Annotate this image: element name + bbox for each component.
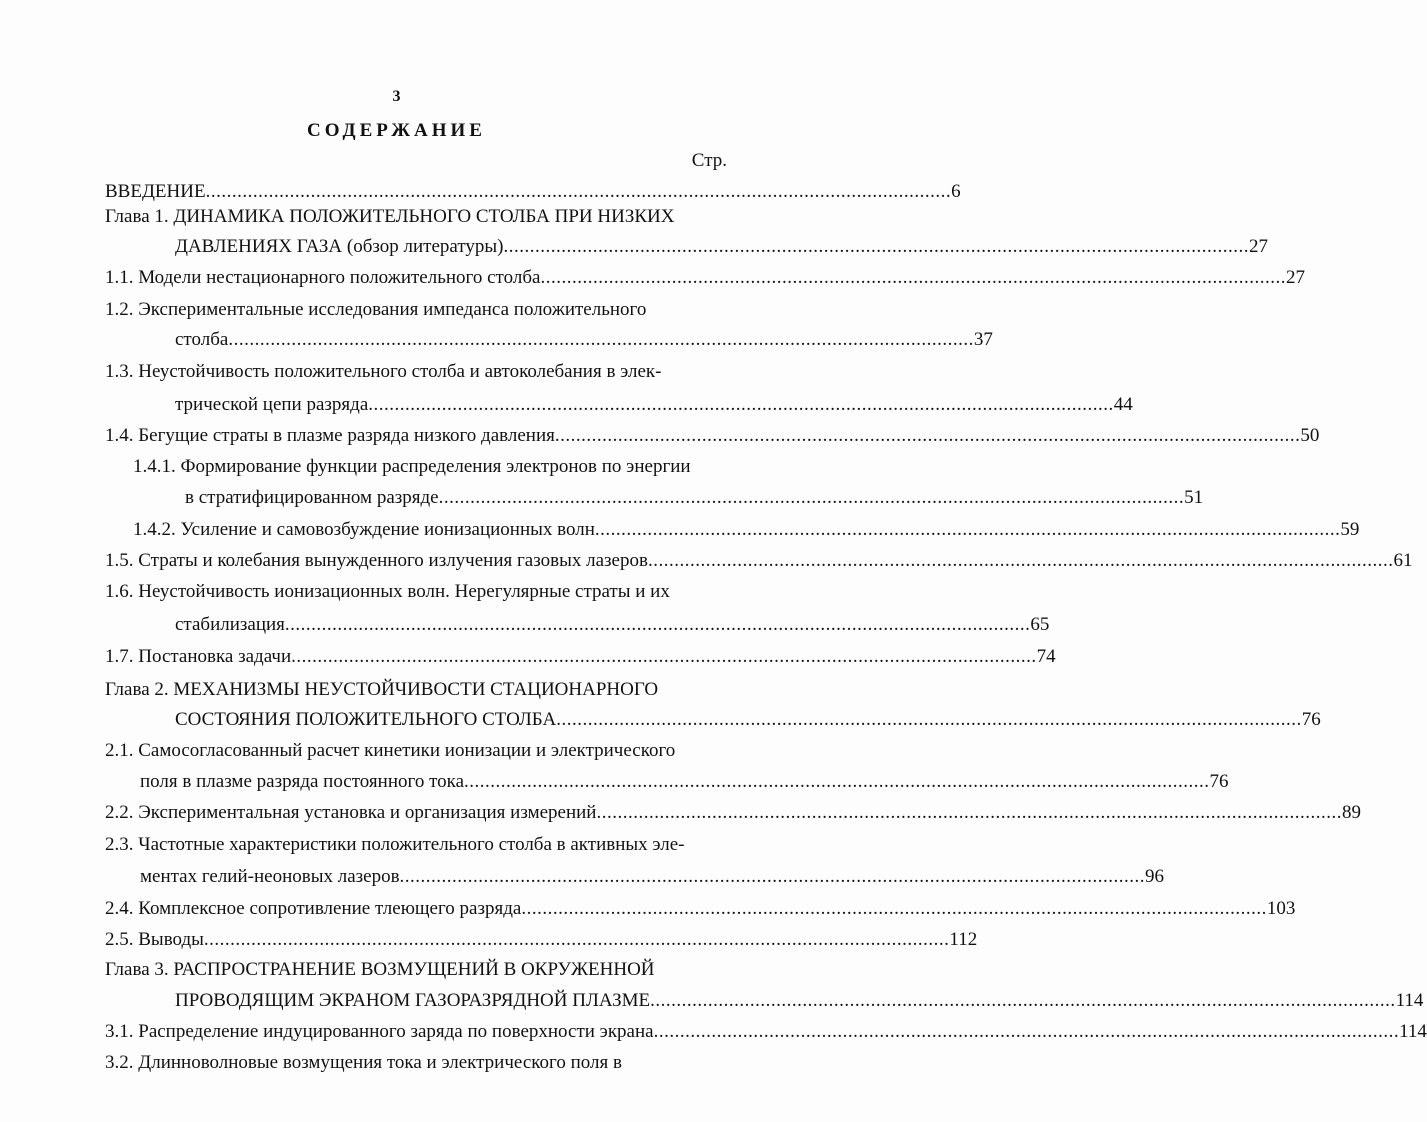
dot-leader: .............................................................................................................................................. [650,990,1396,1011]
toc-entry-title: ментах гелий-неоновых лазеров [140,866,400,887]
toc-entry-title: в стратифицированном разряде [185,487,439,508]
toc-page-number: 103 [1266,898,1296,919]
toc-page-number: 37 [973,329,993,350]
dot-leader: .............................................................................................................................................. [503,236,1249,257]
toc-entry-title: 1.5. Страты и колебания вынужденного излучения газовых лазеров [105,550,648,571]
toc-entry-title: 2.2. Экспериментальная установка и организация измерений [105,802,597,823]
toc-entry-title[interactable]: 1.3. Неустойчивость положительного столба и автоколебания в элек- [105,361,662,382]
dot-leader: .............................................................................................................................................. [556,709,1302,730]
toc-entry[interactable] [105,802,1361,824]
dot-leader: .............................................................................................................................................. [596,802,1342,823]
toc-entry[interactable] [133,519,1360,541]
toc-page-number: 89 [1341,802,1361,823]
toc-entry[interactable] [105,267,1305,289]
toc-entry-title: 1.1. Модели нестационарного положительного столба [105,267,541,288]
toc-page-number: 96 [1145,866,1165,887]
toc-entry-title: столба [175,329,229,350]
dot-leader: .............................................................................................................................................. [554,425,1301,446]
toc-page-number: 59 [1340,519,1360,540]
toc-page-number: 114 [1395,990,1424,1011]
dot-leader: .............................................................................................................................................. [647,550,1394,571]
toc-entry[interactable] [105,898,1296,920]
toc-entry-title: 1.4.2. Усиление и самовозбуждение ионизационных волн [133,519,595,540]
dot-leader: .............................................................................................................................................. [368,394,1114,415]
dot-leader: .............................................................................................................................................. [521,898,1267,919]
dot-leader: .............................................................................................................................................. [291,646,1037,667]
dot-leader: .............................................................................................................................................. [594,519,1341,540]
toc-page-number: 76 [1209,771,1229,792]
dot-leader: .............................................................................................................................................. [228,329,974,350]
toc-entry-title[interactable]: 2.3. Частотные характеристики положительного столба в активных эле- [105,834,685,855]
toc-entry-title: стабилизация [175,614,285,635]
toc-entry-title: трической цепи разряда [175,394,369,415]
toc-page-number: 112 [949,929,978,950]
toc-entry-title: 1.4. Бегущие страты в плазме разряда низкого давления [105,425,555,446]
toc-entry-title[interactable]: 1.2. Экспериментальные исследования импеданса положительного [105,299,647,320]
toc-entry[interactable] [140,866,1165,888]
toc-entry[interactable] [140,771,1229,793]
toc-page-number: 61 [1393,550,1413,571]
page-title: СОДЕРЖАНИЕ [307,120,486,141]
toc-page-number: 51 [1184,487,1204,508]
toc-entry-title: 2.4. Комплексное сопротивление тлеющего разряда [105,898,522,919]
toc-page-number: 44 [1113,394,1133,415]
toc-page-number: 76 [1301,709,1321,730]
dot-leader: .............................................................................................................................................. [205,181,952,202]
toc-entry[interactable] [105,550,1413,572]
dot-leader: .............................................................................................................................................. [464,771,1210,792]
toc-page-number: 65 [1030,614,1050,635]
page-number: 3 [392,88,401,105]
toc-page-number: 27 [1285,267,1305,288]
toc-entry[interactable] [105,181,961,203]
toc-entry-title[interactable]: 1.6. Неустойчивость ионизационных волн. Нерегулярные страты и их [105,581,670,602]
toc-entry-title: ВВЕДЕНИЕ [105,181,206,202]
toc-entry[interactable] [105,929,978,951]
toc-entry[interactable] [175,709,1321,731]
toc-entry[interactable] [175,394,1133,416]
dot-leader: .............................................................................................................................................. [284,614,1031,635]
toc-entry[interactable] [185,487,1204,509]
dot-leader: .............................................................................................................................................. [540,267,1286,288]
dot-leader: .............................................................................................................................................. [438,487,1185,508]
toc-page-number: 6 [951,181,961,202]
toc-page-number: 74 [1036,646,1056,667]
toc-entry[interactable] [105,1021,1427,1043]
toc-page-number: 27 [1248,236,1268,257]
toc-entry-title[interactable]: 3.2. Длинноволновые возмущения тока и электрического поля в [105,1052,622,1073]
toc-entry-title[interactable]: 1.4.1. Формирование функции распределения электронов по энергии [133,456,691,477]
toc-entry[interactable] [105,646,1056,668]
toc-entry-title: 2.5. Выводы [105,929,204,950]
toc-entry-title[interactable]: 2.1. Самосогласованный расчет кинетики ионизации и электрического [105,740,676,761]
dot-leader: .............................................................................................................................................. [653,1021,1400,1042]
toc-entry-title: ПРОВОДЯЩИМ ЭКРАНОМ ГАЗОРАЗРЯДНОЙ ПЛАЗМЕ [175,990,651,1011]
toc-entry-title: поля в плазме разряда постоянного тока [140,771,465,792]
toc-entry-title: 3.1. Распределение индуцированного заряда по поверхности экрана [105,1021,654,1042]
toc-entry-title: ДАВЛЕНИЯХ ГАЗА (обзор литературы) [175,236,504,257]
toc-entry-title: СОСТОЯНИЯ ПОЛОЖИТЕЛЬНОГО СТОЛБА [175,709,557,730]
toc-page-number: 114 [1399,1021,1427,1042]
toc-entry[interactable] [105,425,1320,447]
toc-entry-title[interactable]: Глава 2. МЕХАНИЗМЫ НЕУСТОЙЧИВОСТИ СТАЦИОНАРНОГО [105,679,659,700]
dot-leader: .............................................................................................................................................. [399,866,1146,887]
toc-entry-title: 1.7. Постановка задачи [105,646,292,667]
dot-leader: .............................................................................................................................................. [203,929,950,950]
toc-entry-title[interactable]: Глава 3. РАСПРОСТРАНЕНИЕ ВОЗМУЩЕНИЙ В ОКРУЖЕННОЙ [105,959,655,980]
toc-entry-title[interactable]: Глава 1. ДИНАМИКА ПОЛОЖИТЕЛЬНОГО СТОЛБА ПРИ НИЗКИХ [105,206,675,227]
page-column-label: Стр. [691,150,727,171]
toc-entry[interactable] [175,990,1424,1012]
toc-entry[interactable] [175,329,993,351]
toc-page-number: 50 [1300,425,1320,446]
toc-entry[interactable] [175,236,1268,258]
toc-entry[interactable] [175,614,1050,636]
